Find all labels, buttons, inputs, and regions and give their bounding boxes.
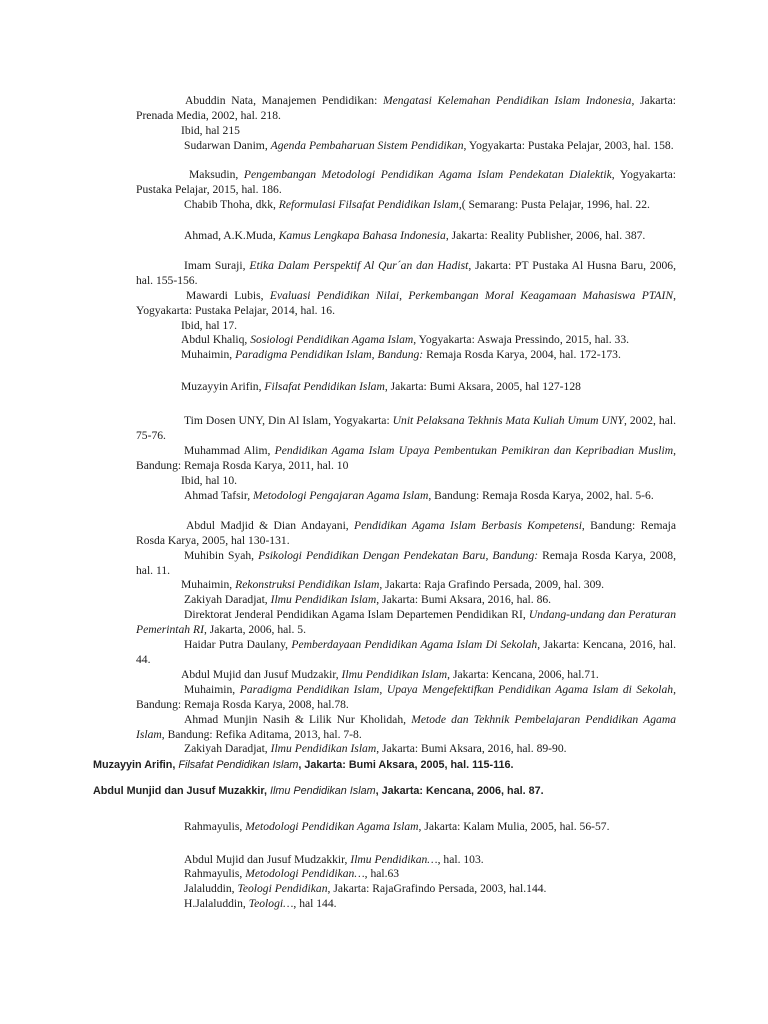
footnote: Muhaimin, Paradigma Pendidikan Islam, Upaya Mengefektifkan Pendidikan Agama Islam di Sekolah, Bandung: Remaja Rosda Karya, 2008, hal.78.	[136, 683, 676, 711]
footnote: Abdul Mujid dan Jusuf Mudzakir, Ilmu Pendidikan Islam, Jakarta: Kencana, 2006, hal.71.	[181, 668, 599, 681]
footnote: H.Jalaluddin, Teologi…, hal 144.	[184, 897, 337, 910]
footnote: Chabib Thoha, dkk, Reformulasi Filsafat Pendidikan Islam,( Semarang: Pusta Pelajar, 1996, hal. 22.	[184, 198, 650, 211]
footnote: Ibid, hal 215	[181, 124, 240, 137]
footnote: Ahmad Munjin Nasih & Lilik Nur Kholidah, Metode dan Tekhnik Pembelajaran Pendidikan Agama Islam, Bandung: Refika Aditama, 2013, hal. 7-8.	[136, 713, 676, 741]
footnote: Ibid, hal 17.	[181, 319, 238, 332]
footnote: Abdul Khaliq, Sosiologi Pendidikan Agama Islam, Yogyakarta: Aswaja Pressindo, 2015, hal. 33.	[181, 333, 630, 346]
footnote: Mawardi Lubis, Evaluasi Pendidikan Nilai, Perkembangan Moral Keagamaan Mahasiswa PTAIN, Yogyakarta: Pustaka Pelajar, 2014, hal. 16.	[136, 289, 676, 317]
footnote-sans: Muzayyin Arifin, Filsafat Pendidikan Islam, Jakarta: Bumi Aksara, 2005, hal. 115-116.	[93, 759, 514, 771]
footnote: Muhaimin, Rekonstruksi Pendidikan Islam, Jakarta: Raja Grafindo Persada, 2009, hal. 309.	[181, 578, 605, 591]
footnote: Abdul Madjid & Dian Andayani, Pendidikan Agama Islam Berbasis Kompetensi, Bandung: Remaja Rosda Karya, 2005, hal 130-131.	[136, 519, 676, 547]
footnote: Zakiyah Daradjat, Ilmu Pendidikan Islam, Jakarta: Bumi Aksara, 2016, hal. 89-90.	[184, 742, 567, 755]
footnote: Rahmayulis, Metodologi Pendidikan Agama Islam, Jakarta: Kalam Mulia, 2005, hal. 56-57.	[184, 820, 610, 833]
footnote: Maksudin, Pengembangan Metodologi Pendidikan Agama Islam Pendekatan Dialektik, Yogyakarta: Pustaka Pelajar, 2015, hal. 186.	[136, 168, 676, 196]
footnote: Sudarwan Danim, Agenda Pembaharuan Sistem Pendidikan, Yogyakarta: Pustaka Pelajar, 2003, hal. 158.	[184, 139, 674, 152]
footnote: Ibid, hal 10.	[181, 474, 238, 487]
footnote: Abuddin Nata, Manajemen Pendidikan: Mengatasi Kelemahan Pendidikan Islam Indonesia, Jakarta: Prenada Media, 2002, hal. 218.	[136, 94, 676, 122]
footnote-sans: Abdul Munjid dan Jusuf Muzakkir, Ilmu Pendidikan Islam, Jakarta: Kencana, 2006, hal. 87.	[93, 785, 544, 797]
footnote: Muhibin Syah, Psikologi Pendidikan Dengan Pendekatan Baru, Bandung: Remaja Rosda Karya, 2008, hal. 11.	[136, 549, 676, 577]
footnote: Muhammad Alim, Pendidikan Agama Islam Upaya Pembentukan Pemikiran dan Kepribadian Muslim, Bandung: Remaja Rosda Karya, 2011, hal. 10	[136, 444, 676, 472]
footnote: Tim Dosen UNY, Din Al Islam, Yogyakarta: Unit Pelaksana Tekhnis Mata Kuliah Umum UNY, 2002, hal. 75-76.	[136, 414, 676, 442]
footnote: Zakiyah Daradjat, Ilmu Pendidikan Islam, Jakarta: Bumi Aksara, 2016, hal. 86.	[184, 593, 552, 606]
footnote: Muzayyin Arifin, Filsafat Pendidikan Islam, Jakarta: Bumi Aksara, 2005, hal 127-128	[181, 380, 581, 393]
footnote: Muhaimin, Paradigma Pendidikan Islam, Bandung: Remaja Rosda Karya, 2004, hal. 172-173.	[181, 348, 621, 361]
footnote: Haidar Putra Daulany, Pemberdayaan Pendidikan Agama Islam Di Sekolah, Jakarta: Kencana, 2016, hal. 44.	[136, 638, 676, 666]
footnote: Rahmayulis, Metodologi Pendidikan…, hal.63	[184, 867, 400, 880]
footnote: Ahmad, A.K.Muda, Kamus Lengkapa Bahasa Indonesia, Jakarta: Reality Publisher, 2006, hal. 387.	[184, 229, 646, 242]
footnote: Imam Suraji, Etika Dalam Perspektif Al Qur´an dan Hadist, Jakarta: PT Pustaka Al Husna Baru, 2006, hal. 155-156.	[136, 259, 676, 287]
footnote: Ahmad Tafsir, Metodologi Pengajaran Agama Islam, Bandung: Remaja Rosda Karya, 2002, hal. 5-6.	[184, 489, 654, 502]
footnote: Abdul Mujid dan Jusuf Mudzakkir, Ilmu Pendidikan…, hal. 103.	[184, 853, 484, 866]
footnote: Jalaluddin, Teologi Pendidikan, Jakarta: RajaGrafindo Persada, 2003, hal.144.	[184, 882, 547, 895]
footnote: Direktorat Jenderal Pendidikan Agama Islam Departemen Pendidikan RI, Undang-undang dan Peraturan Pemerintah RI, Jakarta, 2006, hal. 5.	[136, 608, 676, 636]
